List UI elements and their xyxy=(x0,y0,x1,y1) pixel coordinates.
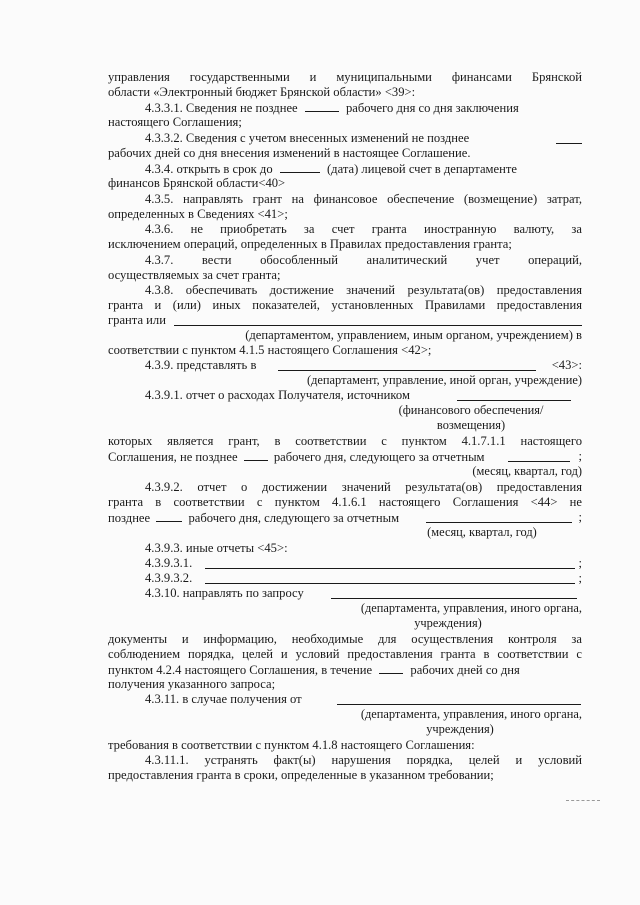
clause-text: 4.3.10. направлять по запросу xyxy=(145,586,304,600)
text-line: документы и информацию, необходимые для осуществления контроля за xyxy=(108,632,582,646)
blank-field xyxy=(280,161,320,173)
clause-text: 4.3.3.2. Сведения с учетом внесенных изменений не позднее xyxy=(145,131,470,145)
clause-text: (дата) лицевой счет в департаменте xyxy=(326,162,517,176)
blank-field xyxy=(379,662,403,674)
text-line: гранта в соответствии с пунктом 4.1.6.1 настоящего Соглашения <44> не xyxy=(108,495,582,509)
text-line: 4.3.9.3. иные отчеты <45>: xyxy=(145,541,288,555)
text-line: настоящего Соглашения; xyxy=(108,115,242,129)
text-line: предоставления гранта в сроки, определенные в указанном требовании; xyxy=(108,768,494,782)
clause-text: гранта или xyxy=(108,313,166,327)
text-line: получения указанного запроса; xyxy=(108,677,276,691)
text-line xyxy=(145,571,582,586)
clause-text: пунктом 4.2.4 настоящего Соглашения, в течение xyxy=(108,663,373,677)
clause-text: <43>: xyxy=(551,358,582,372)
caption-line: учреждения) xyxy=(426,722,494,736)
text-line: 4.3.6. не приобретать за счет гранта иностранную валюту, за xyxy=(145,222,582,236)
text-line: гранта и (или) иных показателей, установленных Правилами предоставления xyxy=(108,298,582,312)
text-line: требования в соответствии с пунктом 4.1.8 настоящего Соглашения: xyxy=(108,738,475,752)
clause-text: рабочего дня, следующего за отчетным xyxy=(188,511,400,525)
caption-line: возмещения) xyxy=(436,418,506,432)
blank-field xyxy=(156,510,182,522)
clause-text: 4.3.4. открыть в срок до xyxy=(145,162,273,176)
clause-text: позднее xyxy=(108,511,151,525)
text-line: управления государственными и муниципальными финансами Брянской xyxy=(108,70,582,84)
blank-field xyxy=(174,314,582,326)
caption-line: (финансового обеспечения/ xyxy=(398,403,544,417)
text-line: финансов Брянской области<40> xyxy=(108,176,286,190)
clause-text: рабочих дней со дня xyxy=(410,663,520,677)
clause-text: рабочего дня, следующего за отчетным xyxy=(273,450,485,464)
clause-text: 4.3.9. представлять в xyxy=(145,358,257,372)
blank-field xyxy=(278,359,536,371)
clause-text: 4.3.9.3.2. xyxy=(145,571,193,585)
text-line xyxy=(145,100,582,116)
clause-text: 4.3.11. в случае получения от xyxy=(145,692,302,706)
blank-field xyxy=(305,100,339,112)
clause-text: рабочего дня со дня заключения xyxy=(345,101,519,115)
text-line: осуществляемых за счет гранта; xyxy=(108,268,281,282)
text-line xyxy=(145,586,582,601)
punctuation: ; xyxy=(578,571,582,585)
text-line xyxy=(145,161,582,177)
text-line: 4.3.5. направлять грант на финансовое обеспечение (возмещение) затрат, xyxy=(145,192,582,206)
text-line: соответствии с пунктом 4.1.5 настоящего Соглашения <42>; xyxy=(108,343,432,357)
text-line: которых является грант, в соответствии с пунктом 4.1.7.1.1 настоящего xyxy=(108,434,582,448)
text-line: исключением операций, определенных в Правилах предоставления гранта; xyxy=(108,237,512,251)
text-line xyxy=(145,556,582,571)
blank-field xyxy=(205,572,575,584)
text-line xyxy=(145,692,582,707)
text-line: определенных в Сведениях <41>; xyxy=(108,207,288,221)
blank-field xyxy=(205,557,575,569)
punctuation: ; xyxy=(578,449,582,463)
punctuation: ; xyxy=(578,510,582,524)
caption-line: (месяц, квартал, год) xyxy=(427,525,537,539)
text-line xyxy=(145,358,582,373)
text-line xyxy=(145,131,582,146)
caption-text: (департаментом, управлением, иным органом, учреждением) в xyxy=(245,328,582,342)
text-line: 4.3.9.2. отчет о достижении значений результата(ов) предоставления xyxy=(145,480,582,494)
caption-line: учреждения) xyxy=(414,616,482,630)
text-line xyxy=(108,510,582,526)
text-line xyxy=(145,388,582,403)
clause-text: 4.3.9.3.1. xyxy=(145,556,193,570)
blank-field xyxy=(337,693,581,705)
text-line: рабочих дней со дня внесения изменений в настоящее Соглашение. xyxy=(108,146,471,160)
blank-field xyxy=(244,449,268,461)
caption-text: (месяц, квартал, год) xyxy=(472,464,582,478)
caption-text: (департамента, управления, иного органа, xyxy=(360,707,582,721)
blank-field xyxy=(426,511,572,523)
blank-field xyxy=(508,450,570,462)
text-line: 4.3.11.1. устранять факт(ы) нарушения порядка, целей и условий xyxy=(145,753,582,767)
caption-text: (департамента, управления, иного органа, xyxy=(360,601,582,615)
text-line: области «Электронный бюджет Брянской области» <39>: xyxy=(108,85,416,99)
text-line: соблюдением порядка, целей и условий предоставления гранта в соответствии с xyxy=(108,647,582,661)
clause-text: 4.3.3.1. Сведения не позднее xyxy=(145,101,298,115)
blank-field xyxy=(556,132,582,144)
text-line xyxy=(108,313,582,328)
text-line: 4.3.7. вести обособленный аналитический учет операций, xyxy=(145,253,582,267)
clause-text: Соглашения, не позднее xyxy=(108,450,238,464)
clause-text: 4.3.9.1. отчет о расходах Получателя, источником xyxy=(145,388,410,402)
text-line: 4.3.8. обеспечивать достижение значений результата(ов) предоставления xyxy=(145,283,582,297)
caption-text: (департамент, управление, иной орган, учреждение) xyxy=(306,373,582,387)
text-line xyxy=(108,662,582,678)
blank-field xyxy=(457,389,571,401)
scan-mark xyxy=(566,800,600,801)
punctuation: ; xyxy=(578,556,582,570)
blank-field xyxy=(331,587,577,599)
text-line xyxy=(108,449,582,465)
